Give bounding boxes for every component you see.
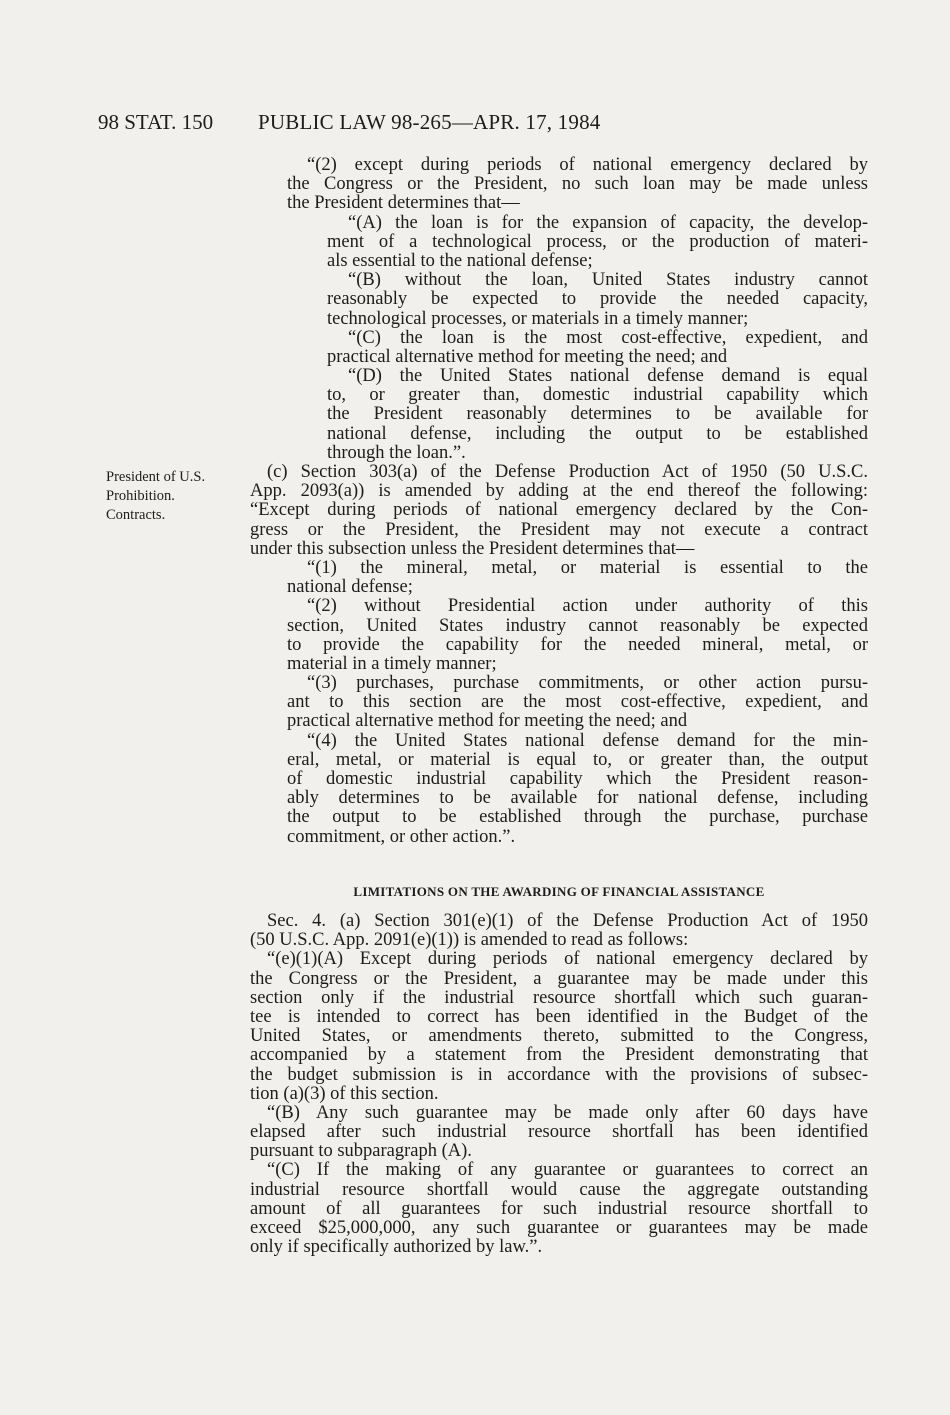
text-line: under this subsection unless the President determines that— <box>250 538 695 559</box>
margin-note-line: President of U.S. <box>106 469 206 485</box>
page-stat-number: 98 STAT. 150 <box>98 110 214 134</box>
text-line: the output to be established through the purchase, purchase <box>287 807 868 828</box>
text-line: “(D) the United States national defense demand is equal <box>348 366 868 387</box>
text-line: industrial resource shortfall would cause the aggregate outstanding <box>250 1179 868 1200</box>
text-line: “(B) Any such guarantee may be made only after 60 days have <box>267 1102 868 1123</box>
text-line: the budget submission is in accordance with the provisions of subsec- <box>250 1064 868 1085</box>
paragraph <box>0 674 950 732</box>
text-line: accompanied by a statement from the President demonstrating that <box>250 1045 868 1066</box>
text-line: App. 2093(a)) is amended by adding at the end thereof the following: <box>250 481 868 502</box>
text-line: through the loan.”. <box>327 442 466 463</box>
paragraph <box>0 1161 950 1257</box>
body-text-upper <box>0 156 950 847</box>
text-line: “(C) the loan is the most cost-effective, expedient, and <box>348 327 868 348</box>
text-line: the President determines that— <box>287 193 520 214</box>
paragraph <box>0 329 950 367</box>
paragraph <box>0 732 950 847</box>
margin-note-line: Contracts. <box>106 507 166 523</box>
paragraph <box>0 1104 950 1162</box>
text-line: to provide the capability for the needed mineral, metal, or <box>287 634 868 655</box>
text-line: “(1) the mineral, metal, or material is essential to the <box>307 557 868 578</box>
text-line: only if specifically authorized by law.”. <box>250 1237 543 1258</box>
section-heading: LIMITATIONS ON THE AWARDING OF FINANCIAL ASSISTANCE <box>353 884 765 899</box>
text-line: practical alternative method for meeting the need; and <box>287 711 688 732</box>
paragraph <box>0 271 950 329</box>
text-line: “Except during periods of national emergency declared by the Con- <box>250 500 868 521</box>
paragraph <box>0 367 950 463</box>
paragraph <box>0 214 950 272</box>
text-line: (c) Section 303(a) of the Defense Production Act of 1950 (50 U.S.C. <box>267 462 868 482</box>
text-line: tion (a)(3) of this section. <box>250 1083 439 1104</box>
text-line: amount of all guarantees for such industrial resource shortfall to <box>250 1198 868 1219</box>
text-line: “(A) the loan is for the expansion of capacity, the develop- <box>348 212 868 233</box>
paragraph <box>0 156 950 214</box>
text-line: “(4) the United States national defense demand for the min- <box>307 730 868 751</box>
text-line: material in a timely manner; <box>287 653 497 674</box>
paragraph <box>0 597 950 674</box>
text-line: ment of a technological process, or the production of materi- <box>327 231 868 252</box>
paragraph <box>0 559 950 597</box>
text-line: ably determines to be available for national defense, including <box>287 788 868 809</box>
margin-note-line: Prohibition. <box>106 488 175 504</box>
text-line: elapsed after such industrial resource shortfall has been identified <box>250 1122 868 1143</box>
body-text-lower <box>0 912 950 1257</box>
text-line: tee is intended to correct has been identified in the Budget of the <box>250 1006 868 1027</box>
text-line: the Congress or the President, no such loan may be made unless <box>287 174 868 195</box>
running-title: PUBLIC LAW 98-265—APR. 17, 1984 <box>258 110 601 134</box>
text-line: “(C) If the making of any guarantee or guarantees to correct an <box>267 1160 868 1181</box>
text-line: reasonably be expected to provide the needed capacity, <box>327 289 868 310</box>
text-line: of domestic industrial capability which the President reason- <box>287 769 868 789</box>
text-line: national defense, including the output to be established <box>327 423 868 444</box>
text-line: the President reasonably determines to be available for <box>327 404 868 425</box>
text-line: technological processes, or materials in a timely manner; <box>327 308 749 329</box>
text-line: section only if the industrial resource shortfall which such guaran- <box>250 987 868 1008</box>
paragraph <box>0 463 950 559</box>
text-line: “(2) except during periods of national emergency declared by <box>307 155 868 175</box>
text-line: Sec. 4. (a) Section 301(e)(1) of the Defense Production Act of 1950 <box>267 911 868 931</box>
text-line: “(e)(1)(A) Except during periods of national emergency declared by <box>267 949 868 970</box>
text-line: gress or the President, the President may not execute a contract <box>250 519 868 540</box>
paragraph <box>0 912 950 950</box>
text-line: “(2) without Presidential action under authority of this <box>307 596 868 617</box>
text-line: als essential to the national defense; <box>327 250 593 271</box>
text-line: national defense; <box>287 577 413 598</box>
text-line: United States, or amendments thereto, submitted to the Congress, <box>250 1026 868 1047</box>
paragraph <box>0 950 950 1104</box>
text-line: pursuant to subparagraph (A). <box>250 1141 472 1162</box>
text-line: “(3) purchases, purchase commitments, or other action pursu- <box>307 673 868 694</box>
text-line: exceed $25,000,000, any such guarantee or guarantees may be made <box>250 1218 868 1238</box>
text-line: section, United States industry cannot reasonably be expected <box>287 615 868 636</box>
text-line: ant to this section are the most cost-effective, expedient, and <box>287 692 868 713</box>
text-line: (50 U.S.C. App. 2091(e)(1)) is amended to read as follows: <box>250 930 689 951</box>
text-line: eral, metal, or material is equal to, or greater than, the output <box>287 749 868 770</box>
text-line: commitment, or other action.”. <box>287 826 516 847</box>
text-line: the Congress or the President, a guarantee may be made under this <box>250 968 868 989</box>
text-line: practical alternative method for meeting the need; and <box>327 346 728 367</box>
text-line: to, or greater than, domestic industrial capability which <box>327 385 868 406</box>
text-line: “(B) without the loan, United States industry cannot <box>348 270 868 291</box>
